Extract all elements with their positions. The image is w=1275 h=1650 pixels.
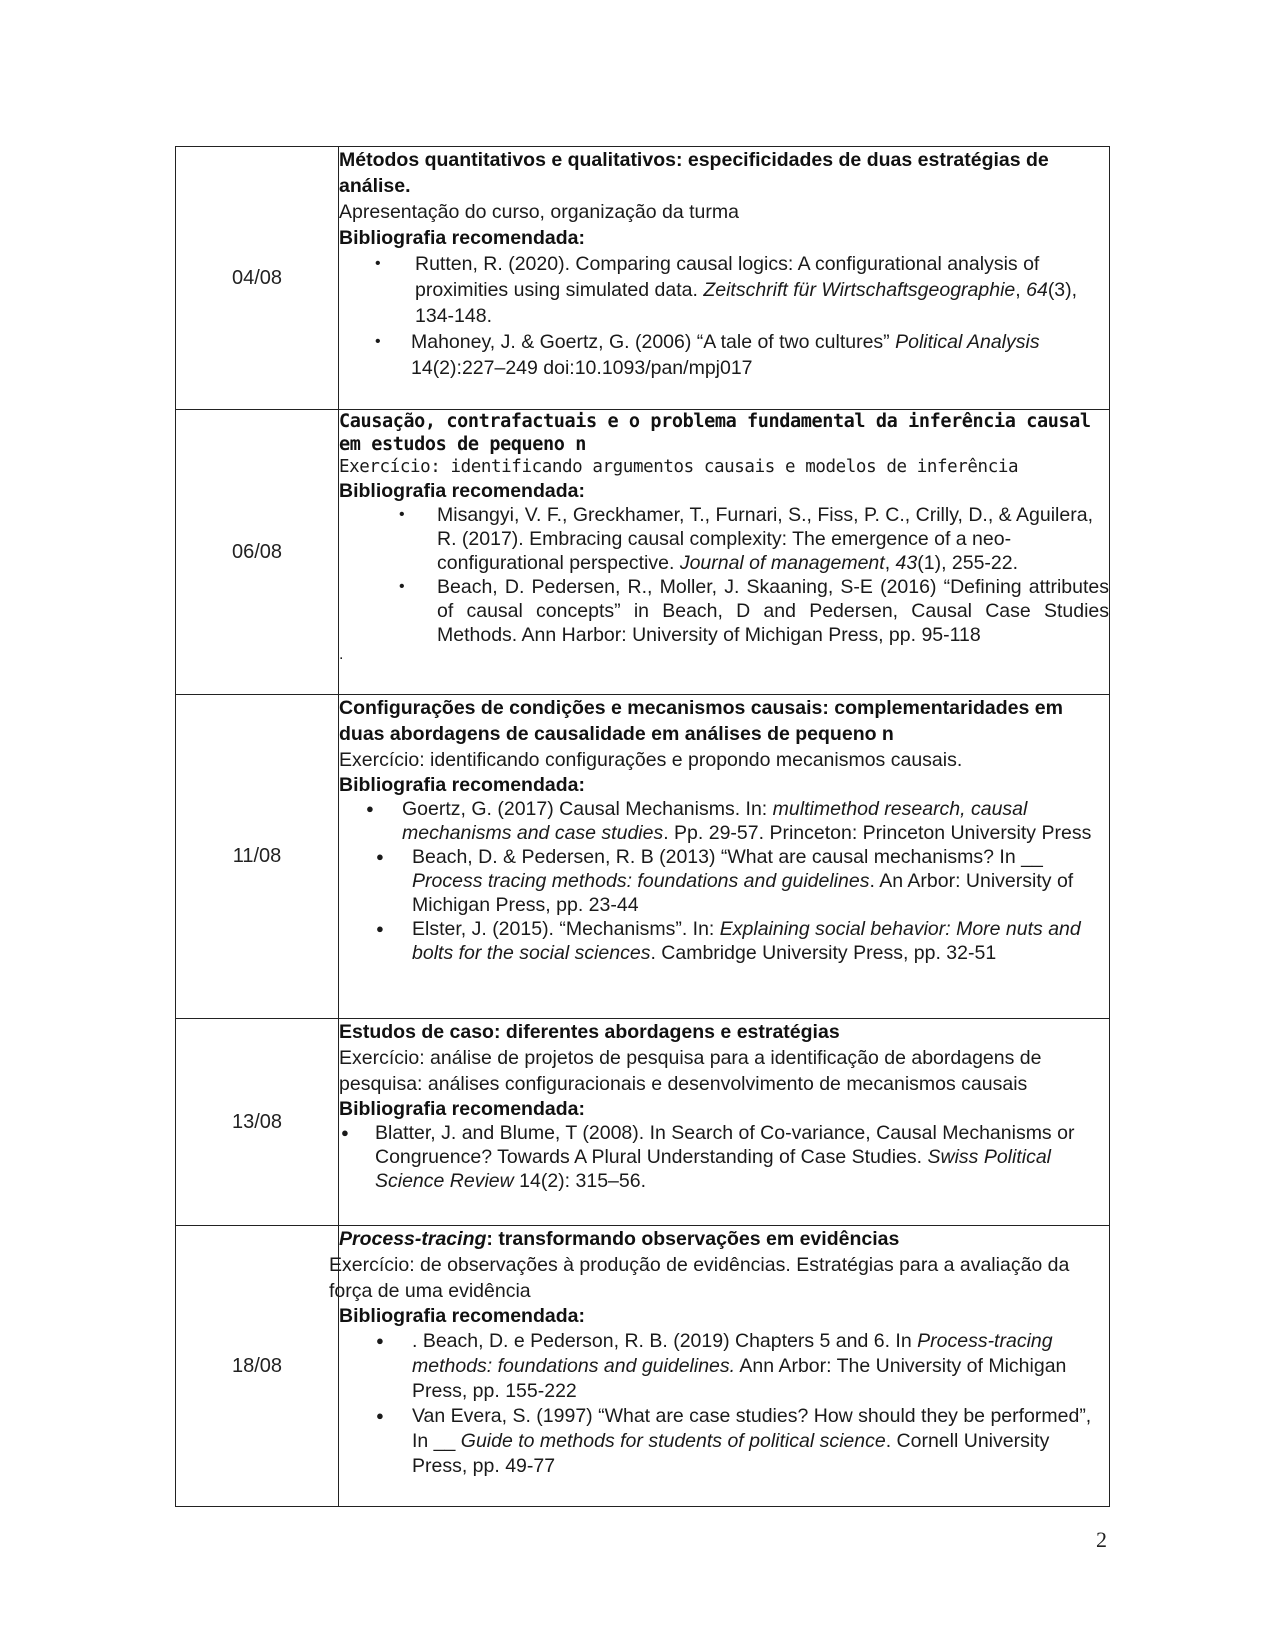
reference-item: • Misangyi, V. F., Greckhamer, T., Furnari, S., Fiss, P. C., Crilly, D., & Aguilera, R. (2017). Embracing causal complexity: The emergence of a neo-configurational perspective. Journal of management, 43(1), 255-22. [399, 504, 1093, 574]
disc-bullet-icon: ● [376, 921, 384, 936]
bullet-icon: • [399, 578, 405, 595]
session-date: 11/08 [176, 695, 339, 1019]
reference-item: • Mahoney, J. & Goertz, G. (2006) “A tale of two cultures” Political Analysis 14(2):227–249 doi:10.1093/pan/mpj017 [375, 331, 1040, 379]
session-title: Métodos quantitativos e qualitativos: especificidades de duas estratégias de análise. [339, 149, 1049, 197]
reference-item: ● Elster, J. (2015). “Mechanisms”. In: Explaining social behavior: More nuts and bolts for the social sciences. Cambridge University Press, pp. 32-51 [376, 918, 1081, 964]
session-subtitle: Exercício: análise de projetos de pesquisa para a identificação de abordagens de pesquisa: análises configuracionais e desenvolvimento de mecanismos causais [339, 1047, 1042, 1095]
reference-list [339, 251, 1109, 381]
bibliography-heading: Bibliografia recomendada: [339, 480, 585, 502]
session-title: Estudos de caso: diferentes abordagens e estratégias [339, 1021, 840, 1043]
reference-item: ● . Beach, D. e Pederson, R. B. (2019) Chapters 5 and 6. In Process-tracing methods: foundations and guidelines. Ann Arbor: The University of Michigan Press, pp. 155-222 [376, 1330, 1067, 1402]
trailing-period: . [339, 646, 344, 663]
session-date: 13/08 [176, 1019, 339, 1226]
reference-item: ● Blatter, J. and Blume, T (2008). In Search of Co-variance, Causal Mechanisms or Congruence? Towards A Plural Understanding of Case Studies. Swiss Political Science Review 14(2): 315–56. [341, 1122, 1075, 1192]
disc-bullet-icon: ● [366, 801, 374, 816]
reference-list [339, 797, 1109, 965]
reference-list [339, 1121, 1109, 1193]
reference-list [339, 1329, 1109, 1479]
session-content [339, 695, 1110, 1019]
session-row [176, 147, 1110, 410]
session-row [176, 1226, 1110, 1507]
reference-item: ● Van Evera, S. (1997) “What are case studies? How should they be performed”, In __ Guide to methods for students of political science. Cornell University Press, pp. 49-77 [376, 1405, 1092, 1477]
bullet-icon: • [375, 333, 381, 350]
session-content [339, 410, 1110, 695]
reference-item: ● Beach, D. & Pedersen, R. B (2013) “What are causal mechanisms? In __ Process tracing methods: foundations and guidelines. An Arbor: University of Michigan Press, pp. 23-44 [376, 846, 1074, 916]
session-subtitle: Exercício: identificando configurações e propondo mecanismos causais. [339, 749, 963, 771]
session-row [176, 695, 1110, 1019]
reference-item: ● Goertz, G. (2017) Causal Mechanisms. In: multimethod research, causal mechanisms and case studies. Pp. 29-57. Princeton: Princeton University Press [366, 798, 1092, 844]
reference-item: • Beach, D. Pedersen, R., Moller, J. Skaaning, S-E (2016) “Defining attributes of causal concepts” in Beach, D and Pedersen, Causal Case Studies Methods. Ann Harbor: University of Michigan Press, pp. 95-118 [399, 576, 1109, 646]
session-title: Process-tracing: transformando observações em evidências [339, 1228, 900, 1250]
disc-bullet-icon: ● [376, 1408, 384, 1423]
disc-bullet-icon: ● [376, 849, 384, 864]
bibliography-heading: Bibliografia recomendada: [339, 1305, 585, 1327]
bibliography-heading: Bibliografia recomendada: [339, 1098, 585, 1120]
session-date: 18/08 [176, 1226, 339, 1507]
disc-bullet-icon: ● [376, 1333, 384, 1348]
session-title: Causação, contrafactuais e o problema fundamental da inferência causal em estudos de pequeno n [339, 411, 1091, 455]
session-title: Configurações de condições e mecanismos causais: complementaridades em duas abordagens de causalidade em análises de pequeno n [339, 697, 1063, 745]
session-subtitle: Exercício: identificando argumentos causais e modelos de inferência [339, 457, 1019, 477]
reference-list [339, 503, 1109, 647]
syllabus-table [175, 146, 1110, 1507]
session-subtitle: Apresentação do curso, organização da turma [339, 201, 739, 223]
session-content [339, 147, 1110, 410]
session-row [176, 410, 1110, 695]
session-content [329, 1226, 1110, 1507]
page-number: 2 [1096, 1527, 1107, 1552]
session-date: 06/08 [176, 410, 339, 695]
bullet-icon: • [375, 255, 381, 272]
session-subtitle: Exercício: de observações à produção de evidências. Estratégias para a avaliação da força de uma evidência [329, 1254, 1070, 1302]
session-date: 04/08 [176, 147, 339, 410]
session-content [339, 1019, 1110, 1226]
bibliography-heading: Bibliografia recomendada: [339, 774, 585, 796]
disc-bullet-icon: ● [341, 1125, 349, 1140]
bullet-icon: • [399, 506, 405, 523]
session-row [176, 1019, 1110, 1226]
reference-item: • Rutten, R. (2020). Comparing causal logics: A configurational analysis of proximities using simulated data. Zeitschrift für Wirtschaftsgeographie, 64(3), 134-148. [375, 253, 1078, 327]
bibliography-heading: Bibliografia recomendada: [339, 227, 585, 249]
